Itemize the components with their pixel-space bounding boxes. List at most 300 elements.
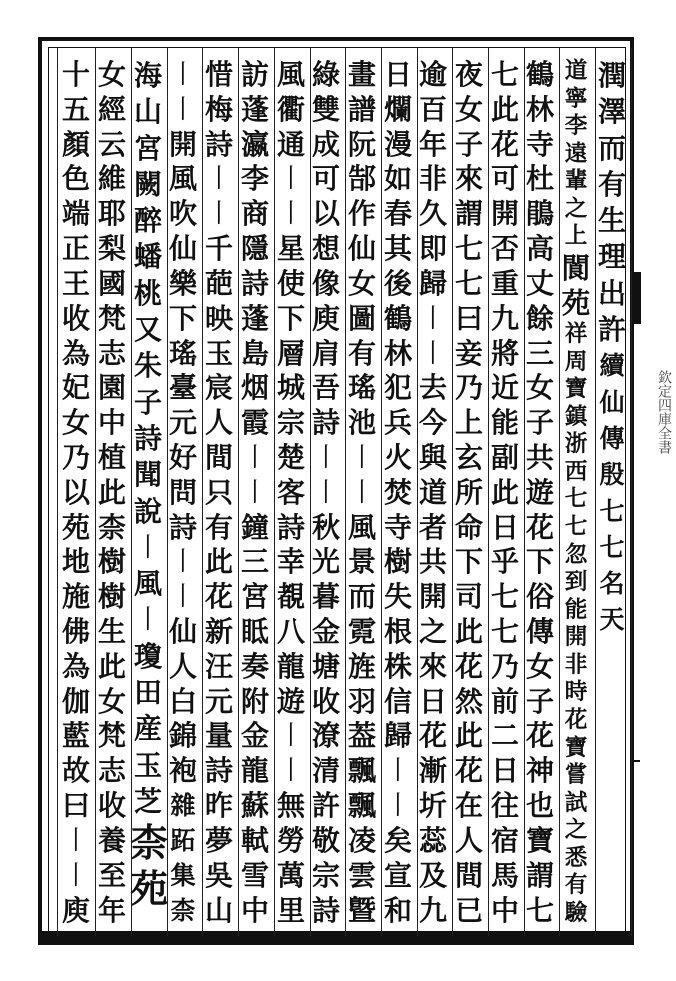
glyph: 共 — [525, 440, 554, 474]
glyph: 和 — [383, 893, 412, 927]
glyph: 産 — [133, 712, 162, 746]
glyph: 詩 — [311, 893, 340, 927]
glyph: 千 — [204, 232, 233, 266]
glyph: 到 — [564, 569, 588, 596]
glyph: 植 — [97, 440, 126, 474]
glyph: 此 — [204, 545, 233, 579]
glyph: 間 — [204, 440, 233, 474]
glyph: 風 — [276, 58, 305, 91]
glyph: 錦 — [168, 719, 197, 753]
text-column — [237, 58, 273, 928]
glyph: 中 — [97, 406, 126, 440]
glyph: 生 — [597, 204, 626, 238]
glyph: 命 — [454, 510, 483, 544]
glyph: 可 — [311, 162, 340, 196]
glyph: 開 — [418, 580, 447, 614]
glyph: 宿 — [490, 823, 519, 857]
glyph: 故 — [61, 754, 90, 788]
glyph: 潦 — [311, 719, 340, 753]
glyph: 謂 — [454, 197, 483, 231]
glyph: 信 — [383, 684, 412, 718]
glyph: 詩 — [168, 510, 197, 544]
glyph: 已 — [454, 893, 483, 927]
glyph: 女 — [525, 649, 554, 683]
glyph: 七 — [454, 232, 483, 266]
glyph: 開 — [490, 197, 519, 231]
glyph: 作 — [347, 197, 376, 231]
text-column — [344, 58, 380, 928]
glyph: 非 — [418, 162, 447, 196]
glyph: 今 — [418, 406, 447, 440]
glyph: 詩 — [240, 266, 269, 300]
glyph: 丨 — [348, 477, 375, 508]
glyph: 日 — [490, 754, 519, 788]
glyph: 七 — [564, 486, 588, 513]
glyph: 五 — [61, 92, 90, 126]
glyph: 收 — [97, 789, 126, 823]
glyph: 志 — [97, 754, 126, 788]
glyph: 樹 — [97, 545, 126, 579]
glyph: 殷 — [599, 460, 625, 490]
glyph: 雪 — [240, 858, 269, 892]
glyph: 宣 — [383, 858, 412, 892]
glyph: 詩 — [204, 754, 233, 788]
glyph: 來 — [418, 649, 447, 683]
glyph: 七 — [599, 532, 625, 562]
glyph: 元 — [168, 406, 197, 440]
glyph: 芝 — [133, 784, 162, 818]
glyph: 楚 — [276, 440, 305, 474]
glyph: 山 — [204, 893, 233, 927]
glyph: 收 — [61, 301, 90, 335]
glyph: 丨 — [241, 442, 268, 473]
glyph: 焚 — [383, 475, 412, 509]
glyph: 想 — [311, 232, 340, 266]
glyph: 曁 — [347, 893, 376, 927]
glyph: 量 — [204, 719, 233, 753]
glyph: 續 — [599, 351, 625, 381]
glyph: 天 — [599, 605, 625, 635]
glyph: 閬 — [561, 251, 591, 286]
glyph: 此 — [454, 719, 483, 753]
glyph: 色 — [61, 162, 90, 196]
glyph: 白 — [168, 684, 197, 718]
glyph: 夢 — [204, 823, 233, 857]
glyph: 仙 — [347, 232, 376, 266]
text-column — [308, 58, 344, 928]
glyph: 林 — [525, 92, 554, 126]
glyph: 無 — [276, 789, 305, 823]
glyph: 妃 — [61, 371, 90, 405]
glyph: 圖 — [347, 301, 376, 335]
glyph: 聞 — [133, 458, 162, 492]
glyph: 去 — [418, 371, 447, 405]
glyph: 浙 — [564, 431, 588, 458]
glyph: 丨 — [277, 199, 304, 230]
glyph: 試 — [564, 789, 588, 816]
glyph: 以 — [61, 475, 90, 509]
glyph: 城 — [276, 371, 305, 405]
glyph: 丨 — [312, 442, 339, 473]
glyph: 漫 — [383, 127, 412, 161]
glyph: 眡 — [240, 615, 269, 648]
glyph: 理 — [597, 240, 626, 274]
glyph: 開 — [564, 624, 588, 651]
glyph: 百 — [418, 92, 447, 126]
glyph: 風 — [168, 162, 197, 196]
column-rule — [167, 48, 168, 936]
glyph: 汪 — [204, 649, 233, 683]
glyph: 玉 — [133, 748, 162, 782]
glyph: 子 — [525, 406, 554, 440]
glyph: 顏 — [61, 127, 90, 161]
column-rule — [131, 48, 132, 936]
glyph: 經 — [97, 92, 126, 126]
glyph: 仙 — [168, 615, 197, 648]
glyph: 軾 — [240, 823, 269, 857]
glyph: 詩 — [311, 406, 340, 440]
glyph: 柰 — [170, 895, 196, 925]
glyph: 宗 — [311, 858, 340, 892]
glyph: 客 — [276, 475, 305, 509]
glyph: 景 — [347, 545, 376, 579]
glyph: 即 — [418, 232, 447, 266]
glyph: 訪 — [240, 58, 269, 91]
glyph: 矣 — [383, 823, 412, 857]
glyph: 犯 — [383, 371, 412, 405]
glyph: 云 — [97, 127, 126, 161]
glyph: 丨 — [62, 825, 89, 856]
glyph: 中 — [490, 893, 519, 927]
glyph: 花 — [204, 580, 233, 614]
glyph: 池 — [347, 406, 376, 440]
glyph: 雙 — [311, 92, 340, 126]
glyph: 丨 — [277, 756, 304, 787]
text-column — [58, 58, 94, 928]
glyph: 及 — [418, 858, 447, 892]
column-rule — [595, 48, 596, 936]
glyph: 之 — [418, 615, 447, 648]
glyph: 後 — [383, 266, 412, 300]
column-rule — [417, 48, 418, 936]
glyph: 鎮 — [564, 403, 588, 430]
glyph: 七 — [454, 266, 483, 300]
glyph: 映 — [204, 301, 233, 335]
glyph: 葢 — [347, 719, 376, 753]
text-column — [380, 58, 416, 928]
glyph: 開 — [168, 127, 197, 161]
glyph: 蟠 — [133, 240, 162, 274]
glyph: 瓊 — [133, 639, 162, 673]
glyph: 丨 — [241, 477, 268, 508]
glyph: 乃 — [454, 371, 483, 405]
column-rule — [381, 48, 382, 936]
glyph: 來 — [454, 162, 483, 196]
glyph: 傳 — [525, 615, 554, 648]
glyph: 丨 — [384, 756, 411, 787]
glyph: 昨 — [204, 789, 233, 823]
glyph: 而 — [347, 580, 376, 614]
glyph: 丨 — [169, 582, 196, 613]
glyph: 地 — [61, 545, 90, 579]
glyph: 譜 — [347, 92, 376, 126]
glyph: 田 — [133, 676, 162, 710]
glyph: 西 — [564, 458, 588, 485]
glyph: 鵑 — [525, 197, 554, 231]
glyph: 丈 — [525, 266, 554, 300]
glyph: 年 — [418, 127, 447, 161]
glyph: 葩 — [204, 266, 233, 300]
glyph: 仙 — [168, 232, 197, 266]
glyph: 凌 — [347, 823, 376, 857]
glyph: 元 — [204, 684, 233, 718]
glyph: 七 — [490, 580, 519, 614]
glyph: 如 — [383, 162, 412, 196]
glyph: 鶴 — [525, 58, 554, 91]
glyph: 兵 — [383, 406, 412, 440]
glyph: 霞 — [240, 406, 269, 440]
glyph: 萬 — [276, 858, 305, 892]
column-rule — [310, 48, 311, 936]
glyph: 島 — [240, 336, 269, 370]
column-rule — [57, 48, 58, 936]
glyph: 覩 — [276, 580, 305, 614]
text-column — [451, 58, 487, 928]
glyph: 丨 — [169, 94, 196, 125]
glyph: 蓬 — [240, 92, 269, 126]
glyph: 女 — [347, 266, 376, 300]
glyph: 奏 — [240, 649, 269, 683]
glyph: 端 — [61, 197, 90, 231]
glyph: 梨 — [97, 232, 126, 266]
glyph: 寺 — [525, 127, 554, 161]
column-rule — [559, 48, 560, 936]
edge-text: 欽定四庫全書 — [656, 370, 672, 454]
glyph: 醉 — [133, 204, 162, 238]
glyph: 妾 — [454, 336, 483, 370]
glyph: 之 — [564, 817, 588, 844]
glyph: 逾 — [418, 58, 447, 91]
column-rule — [452, 48, 453, 936]
glyph: 能 — [564, 596, 588, 623]
glyph: 瑤 — [168, 336, 197, 370]
glyph: 花 — [564, 707, 588, 734]
glyph: 暮 — [311, 580, 340, 614]
glyph: 風 — [133, 567, 162, 601]
glyph: 七 — [490, 58, 519, 91]
glyph: 層 — [276, 336, 305, 370]
glyph: 衢 — [276, 92, 305, 126]
glyph: 此 — [97, 475, 126, 509]
glyph: 所 — [454, 475, 483, 509]
text-column — [273, 58, 309, 928]
text-column — [165, 58, 201, 928]
text-column — [130, 58, 169, 912]
glyph: 丨 — [205, 199, 232, 230]
glyph: 俗 — [525, 580, 554, 614]
glyph: 人 — [168, 649, 197, 683]
glyph: 傳 — [599, 423, 625, 453]
glyph: 時 — [564, 679, 588, 706]
fish-tail-mark — [631, 272, 641, 324]
glyph: 詩 — [204, 127, 233, 161]
glyph: 伽 — [61, 684, 90, 718]
glyph: 丨 — [62, 860, 89, 891]
glyph: 像 — [311, 266, 340, 300]
glyph: 以 — [311, 197, 340, 231]
glyph: 樹 — [97, 580, 126, 614]
text-column — [558, 58, 594, 928]
glyph: 山 — [133, 95, 162, 129]
glyph: 日 — [383, 58, 412, 91]
glyph: 雜 — [170, 791, 196, 821]
glyph: 李 — [240, 162, 269, 196]
glyph: 飄 — [347, 789, 376, 823]
glyph: 祥 — [564, 320, 588, 347]
glyph: 龍 — [276, 649, 305, 683]
glyph: 高 — [525, 232, 554, 266]
glyph: 耶 — [97, 197, 126, 231]
text-column — [415, 58, 451, 928]
glyph: 惜 — [204, 58, 233, 91]
glyph: 蘇 — [240, 789, 269, 823]
column-rule — [274, 48, 275, 936]
glyph: 與 — [418, 440, 447, 474]
glyph: 子 — [133, 385, 162, 419]
glyph: 乃 — [490, 649, 519, 683]
glyph: 神 — [525, 754, 554, 788]
glyph: 年 — [97, 893, 126, 927]
glyph: 梵 — [97, 719, 126, 753]
glyph: 吹 — [168, 197, 197, 231]
glyph: 里 — [276, 893, 305, 927]
glyph: 杜 — [525, 162, 554, 196]
bottom-border-band — [38, 931, 634, 945]
glyph: 子 — [525, 684, 554, 718]
glyph: 忽 — [564, 541, 588, 568]
glyph: 女 — [97, 58, 126, 91]
section-heading — [558, 251, 594, 321]
glyph: 成 — [311, 127, 340, 161]
glyph: 潤 — [597, 59, 626, 92]
glyph: 曰 — [61, 789, 90, 823]
glyph: 澤 — [597, 95, 626, 129]
glyph: 馬 — [490, 858, 519, 892]
glyph: 花 — [454, 754, 483, 788]
glyph: 丨 — [134, 605, 161, 636]
glyph: 說 — [133, 494, 162, 528]
glyph: 司 — [454, 580, 483, 614]
glyph: 在 — [454, 789, 483, 823]
glyph: 寶 — [525, 823, 554, 857]
glyph: 株 — [383, 649, 412, 683]
glyph: 宮 — [240, 580, 269, 614]
glyph: 周 — [564, 348, 588, 375]
glyph: 有 — [204, 510, 233, 544]
glyph: 玄 — [454, 440, 483, 474]
glyph: 丨 — [419, 338, 446, 369]
glyph: 而 — [597, 131, 626, 165]
glyph: 非 — [564, 651, 588, 678]
glyph: 寶 — [564, 734, 588, 761]
glyph: 新 — [204, 615, 233, 648]
glyph: 臺 — [168, 371, 197, 405]
glyph: 跖 — [170, 825, 196, 855]
glyph: 附 — [240, 684, 269, 718]
glyph: 有 — [347, 336, 376, 370]
glyph: 志 — [97, 336, 126, 370]
glyph: 集 — [170, 860, 196, 890]
glyph: 維 — [97, 162, 126, 196]
glyph: 丨 — [205, 164, 232, 195]
glyph: 名 — [599, 569, 625, 599]
glyph: 園 — [97, 371, 126, 405]
glyph: 七 — [490, 615, 519, 648]
glyph: 藍 — [61, 719, 90, 753]
glyph: 者 — [418, 510, 447, 544]
glyph: 將 — [490, 336, 519, 370]
glyph: 也 — [525, 789, 554, 823]
glyph: 夜 — [454, 58, 483, 91]
column-rule — [238, 48, 239, 936]
text-column — [487, 58, 523, 928]
glyph: 上 — [564, 223, 588, 250]
glyph: 秋 — [311, 510, 340, 544]
glyph: 清 — [311, 754, 340, 788]
glyph: 闕 — [133, 167, 162, 201]
glyph: 輩 — [564, 168, 588, 195]
glyph: 七 — [599, 496, 625, 526]
glyph: 桃 — [133, 276, 162, 310]
glyph: 問 — [168, 475, 197, 509]
glyph: 仙 — [599, 387, 625, 417]
glyph: 朱 — [133, 349, 162, 383]
glyph: 此 — [454, 615, 483, 648]
glyph: 好 — [168, 440, 197, 474]
glyph: 久 — [418, 197, 447, 231]
glyph: 梵 — [97, 301, 126, 335]
glyph: 李 — [564, 113, 588, 140]
glyph: 花 — [418, 719, 447, 753]
glyph: 樹 — [383, 545, 412, 579]
glyph: 玉 — [204, 336, 233, 370]
glyph: 下 — [276, 301, 305, 335]
glyph: 霓 — [347, 615, 376, 648]
glyph: 驗 — [564, 900, 588, 927]
glyph: 郜 — [347, 162, 376, 196]
glyph: 柰 — [97, 510, 126, 544]
glyph: 花 — [525, 719, 554, 753]
glyph: 根 — [383, 615, 412, 648]
glyph: 肩 — [311, 336, 340, 370]
glyph: 商 — [240, 197, 269, 231]
text-column — [201, 58, 237, 928]
glyph: 只 — [204, 475, 233, 509]
glyph: 能 — [490, 406, 519, 440]
text-column — [522, 58, 558, 928]
glyph: 鶴 — [383, 301, 412, 335]
glyph: 詩 — [276, 510, 305, 544]
glyph: 三 — [525, 336, 554, 370]
glyph: 敬 — [311, 823, 340, 857]
glyph: 丨 — [384, 791, 411, 822]
glyph: 寺 — [383, 510, 412, 544]
glyph: 火 — [383, 440, 412, 474]
glyph: 通 — [276, 127, 305, 161]
glyph: 丨 — [277, 164, 304, 195]
glyph: 畫 — [347, 58, 376, 91]
glyph: 袍 — [168, 754, 197, 788]
